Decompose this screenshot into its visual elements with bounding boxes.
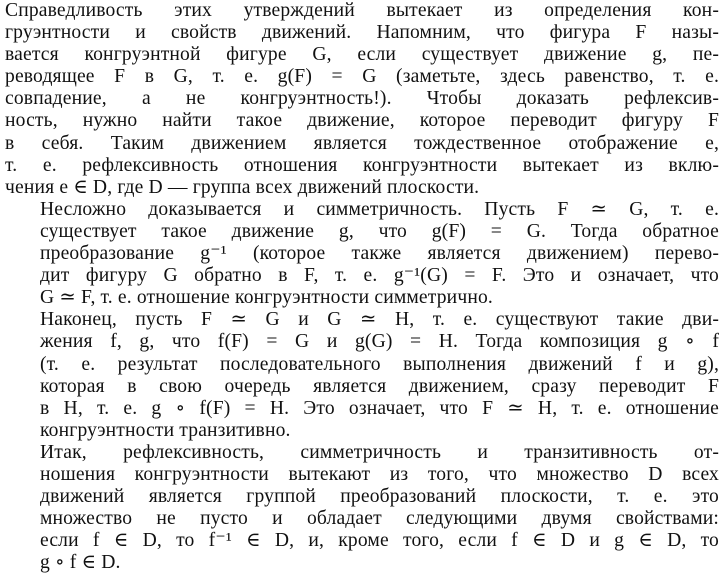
paragraph-conclusion xyxy=(5,442,719,575)
text-line: в H, т. е. g ∘ f(F) = H. Это означает, что F ≃ H, т. е. отношение xyxy=(40,397,719,419)
text-line: существует такое движение g, что g(F) = G. Тогда обратное xyxy=(40,220,719,242)
text-line: которая в свою очередь является движением, сразу переводит F xyxy=(40,375,719,397)
text-line: движений является группой преобразований плоскости, т. е. это xyxy=(40,486,719,508)
text-line: в себя. Таким движением является тождественное отображение e, xyxy=(5,132,719,154)
text-line: (т. е. результат последовательного выполнения движений f и g), xyxy=(40,353,719,375)
text-line: ношения конгруэнтности вытекают из того, что множество D всех xyxy=(40,463,719,485)
text-line: G ≃ F, т. е. отношение конгруэнтности симметрично. xyxy=(40,287,493,309)
text-line: совпадение, а не конгруэнтность!). Чтобы доказать рефлексив- xyxy=(5,88,719,110)
text-line: чения e ∈ D, где D — группа всех движений плоскости. xyxy=(5,176,480,198)
paragraph-symmetry xyxy=(5,199,719,309)
text-line: Несложно доказывается и симметричность. Пусть F ≃ G, т. е. xyxy=(40,198,719,220)
text-line: если f ∈ D, то f⁻¹ ∈ D, и, кроме того, если f ∈ D и g ∈ D, то xyxy=(40,530,719,552)
text-line: т. е. рефлексивность отношения конгруэнтности вытекает из вклю- xyxy=(5,154,719,176)
paragraph-reflexivity xyxy=(5,0,719,199)
text-line: дит фигуру G обратно в F, т. е. g⁻¹(G) = F. Это и означает, что xyxy=(40,265,719,287)
text-line: груэнтности и свойств движений. Напомним, что фигура F назы- xyxy=(5,22,719,44)
text-line: вается конгруэнтной фигуре G, если существует движение g, пе- xyxy=(5,44,719,66)
text-line: Итак, рефлексивность, симметричность и транзитивность от- xyxy=(40,441,719,463)
text-line: реводящее F в G, т. е. g(F) = G (заметьте, здесь равенство, т. е. xyxy=(5,66,719,88)
text-line: преобразование g⁻¹ (которое также является движением) перево- xyxy=(40,243,719,265)
text-line: конгруэнтности транзитивно. xyxy=(40,419,291,441)
text-line: Наконец, пусть F ≃ G и G ≃ H, т. е. существуют такие дви- xyxy=(40,309,719,331)
text-line: g ∘ f ∈ D. xyxy=(40,552,121,574)
text-line: жения f, g, что f(F) = G и g(G) = H. Тогда композиция g ∘ f xyxy=(40,331,719,353)
text-line: множество не пусто и обладает следующими двумя свойствами: xyxy=(40,508,719,530)
text-line: Справедливость этих утверждений вытекает из определения кон- xyxy=(5,0,719,21)
paragraph-transitivity xyxy=(5,309,719,442)
text-line: ность, нужно найти такое движение, которое переводит фигуру F xyxy=(5,110,719,132)
